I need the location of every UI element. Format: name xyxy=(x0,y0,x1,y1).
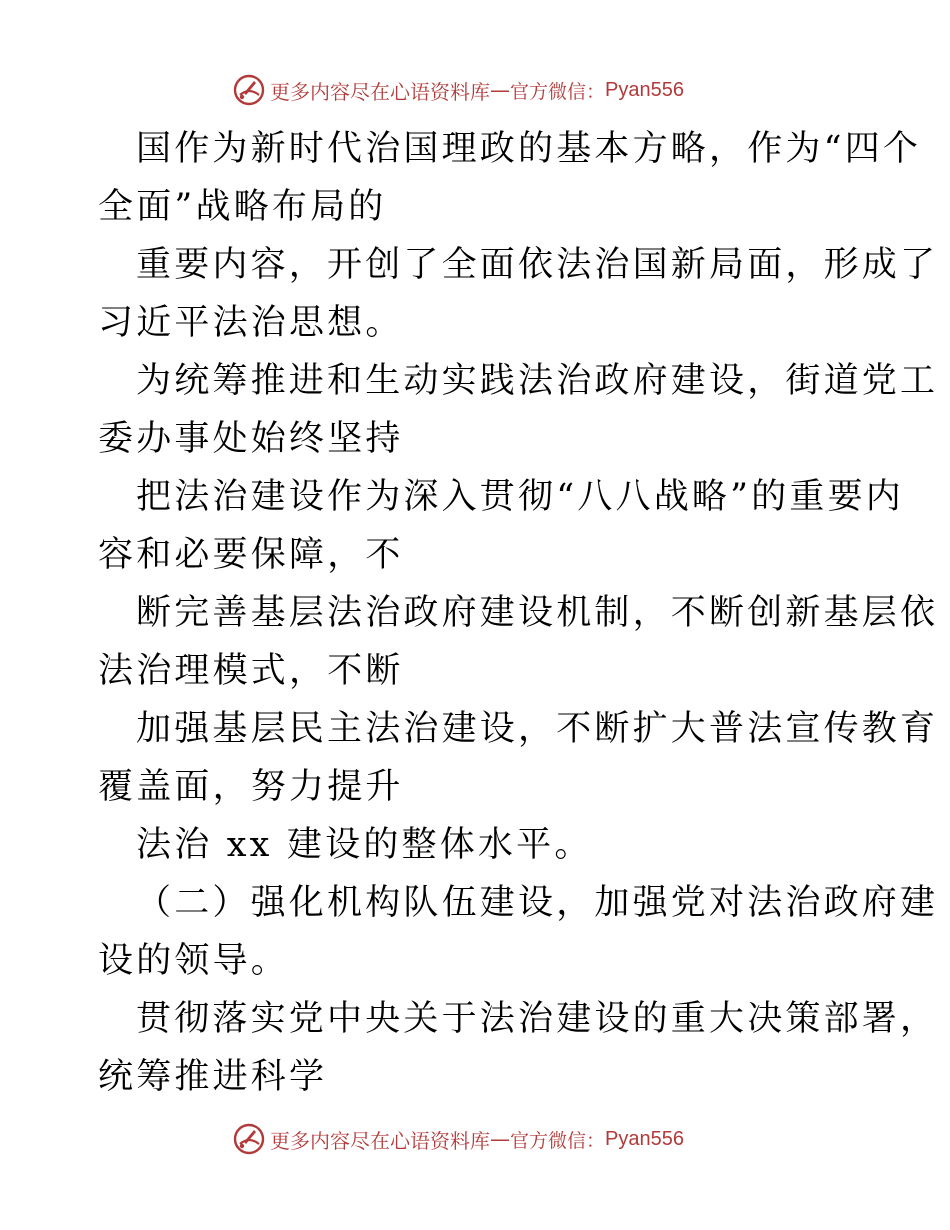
footer-wechat-id: Pyan556 xyxy=(605,1127,684,1150)
banner-separator: — xyxy=(490,78,510,102)
book-quill-logo-icon xyxy=(232,1122,266,1156)
text-line-16: 贯彻落实党中央关于法治建设的重大决策部署， xyxy=(136,999,939,1039)
text-line-17: 统筹推进科学 xyxy=(98,1057,328,1097)
banner-wechat-id: Pyan556 xyxy=(605,78,684,101)
text-line-4: 习近平法治思想。 xyxy=(98,303,404,343)
text-line-12: 覆盖面，努力提升 xyxy=(98,767,404,807)
text-line-13: 法治 xx 建设的整体水平。 xyxy=(136,825,593,865)
footer-separator: — xyxy=(490,1127,510,1151)
text-line-7: 把法治建设作为深入贯彻“八八战略”的重要内 xyxy=(136,477,904,517)
text-line-11: 加强基层民主法治建设，不断扩大普法宣传教育 xyxy=(136,709,939,749)
book-quill-logo-icon xyxy=(232,73,266,107)
banner-site-text: 更多内容尽在心语资料库 xyxy=(270,79,490,104)
text-line-8: 容和必要保障，不 xyxy=(98,535,404,575)
text-line-2: 全面”战略布局的 xyxy=(98,187,387,227)
footer-site-text: 更多内容尽在心语资料库 xyxy=(270,1128,490,1153)
footer-banner[interactable] xyxy=(232,1121,684,1157)
text-line-6: 委办事处始终坚持 xyxy=(98,419,404,459)
text-line-9: 断完善基层法治政府建设机制，不断创新基层依 xyxy=(136,593,939,633)
header-banner[interactable] xyxy=(232,72,684,108)
text-line-10: 法治理模式，不断 xyxy=(98,651,404,691)
banner-wechat-label: 官方微信： xyxy=(510,80,606,103)
document-body xyxy=(98,120,939,1106)
text-line-5: 为统筹推进和生动实践法治政府建设，街道党工 xyxy=(136,361,939,401)
text-line-3: 重要内容，开创了全面依法治国新局面，形成了 xyxy=(136,245,939,285)
footer-wechat-label: 官方微信： xyxy=(510,1129,606,1152)
text-line-1: 国作为新时代治国理政的基本方略，作为“四个 xyxy=(136,129,922,169)
text-line-14: （二）强化机构队伍建设，加强党对法治政府建 xyxy=(136,883,939,923)
text-line-15: 设的领导。 xyxy=(98,941,290,981)
